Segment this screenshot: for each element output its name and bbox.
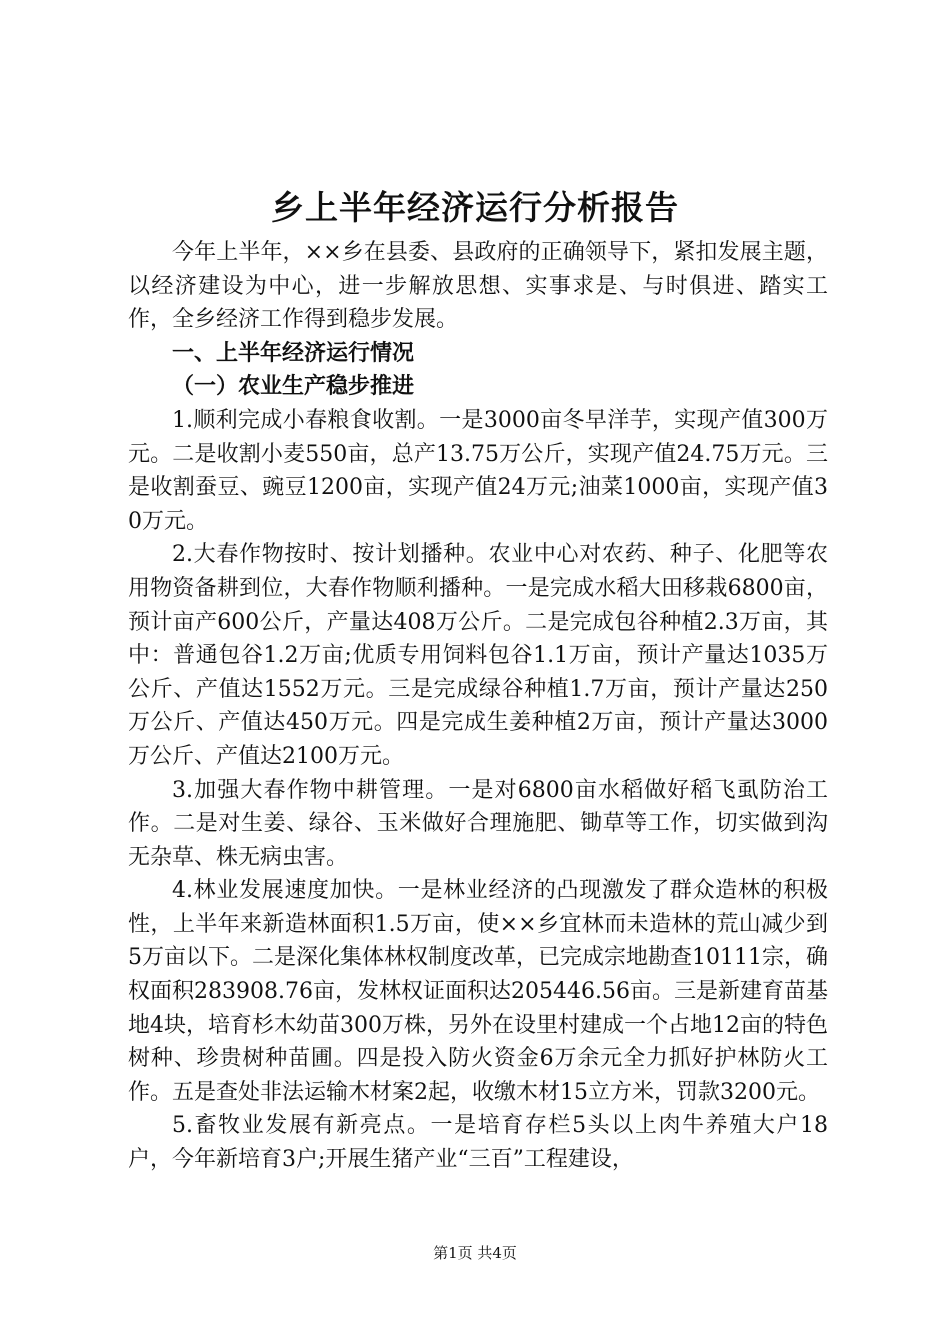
intro-paragraph: 今年上半年，××乡在县委、县政府的正确领导下，紧扣发展主题，以经济建设为中心，进一步解放思想、实事求是、与时俱进、踏实工作，全乡经济工作得到稳步发展。 — [128, 240, 828, 333]
paragraph-item-1: 1.顺利完成小春粮食收割。一是3000亩冬早洋芋，实现产值300万元。二是收割小麦550亩，总产13.75万公斤，实现产值24.75万元。三是收割蚕豆、豌豆1200亩，实现产值24万元;油菜1000亩，实现产值30万元。 — [128, 407, 828, 534]
paragraph-item-4: 4.林业发展速度加快。一是林业经济的凸现激发了群众造林的积极性，上半年来新造林面积1.5万亩，使××乡宜林而未造林的荒山减少到5万亩以下。二是深化集体林权制度改革，已完成宗地勘查10111宗，确权面积283908.76亩，发林权证面积达205446.56亩。三是新建育苗基地4块，培育杉木幼苗300万株，另外在设里村建成一个占地12亩的特色树种、珍贵树种苗圃。四是投入防火资金6万余元全力抓好护林防火工作。五是查处非法运输木材案2起，收缴木材15立方米，罚款3200元。 — [128, 878, 828, 1105]
document-title: 乡上半年经济运行分析报告 — [271, 188, 679, 227]
document-body — [128, 236, 828, 1177]
subsection-heading: （一）农业生产稳步推进 — [172, 373, 415, 400]
page-number-footer: 第1页 共4页 — [433, 1244, 517, 1262]
section-heading: 一、上半年经济运行情况 — [172, 339, 415, 366]
paragraph-item-3: 3.加强大春作物中耕管理。一是对6800亩水稻做好稻飞虱防治工作。二是对生姜、绿谷、玉米做好合理施肥、锄草等工作，切实做到沟无杂草、株无病虫害。 — [128, 777, 828, 870]
paragraph-item-5: 5.畜牧业发展有新亮点。一是培育存栏5头以上肉牛养殖大户18户，今年新培育3户;开展生猪产业“三百”工程建设， — [128, 1113, 828, 1173]
paragraph-item-2: 2.大春作物按时、按计划播种。农业中心对农药、种子、化肥等农用物资备耕到位，大春作物顺利播种。一是完成水稻大田移栽6800亩，预计亩产600公斤，产量达408万公斤。二是完成包谷种植2.3万亩，其中：普通包谷1.2万亩;优质专用饲料包谷1.1万亩，预计产量达1035万公斤、产值达1552万元。三是完成绿谷种植1.7万亩，预计产量达250万公斤、产值达450万元。四是完成生姜种植2万亩，预计产量达3000万公斤、产值达2100万元。 — [128, 542, 828, 769]
